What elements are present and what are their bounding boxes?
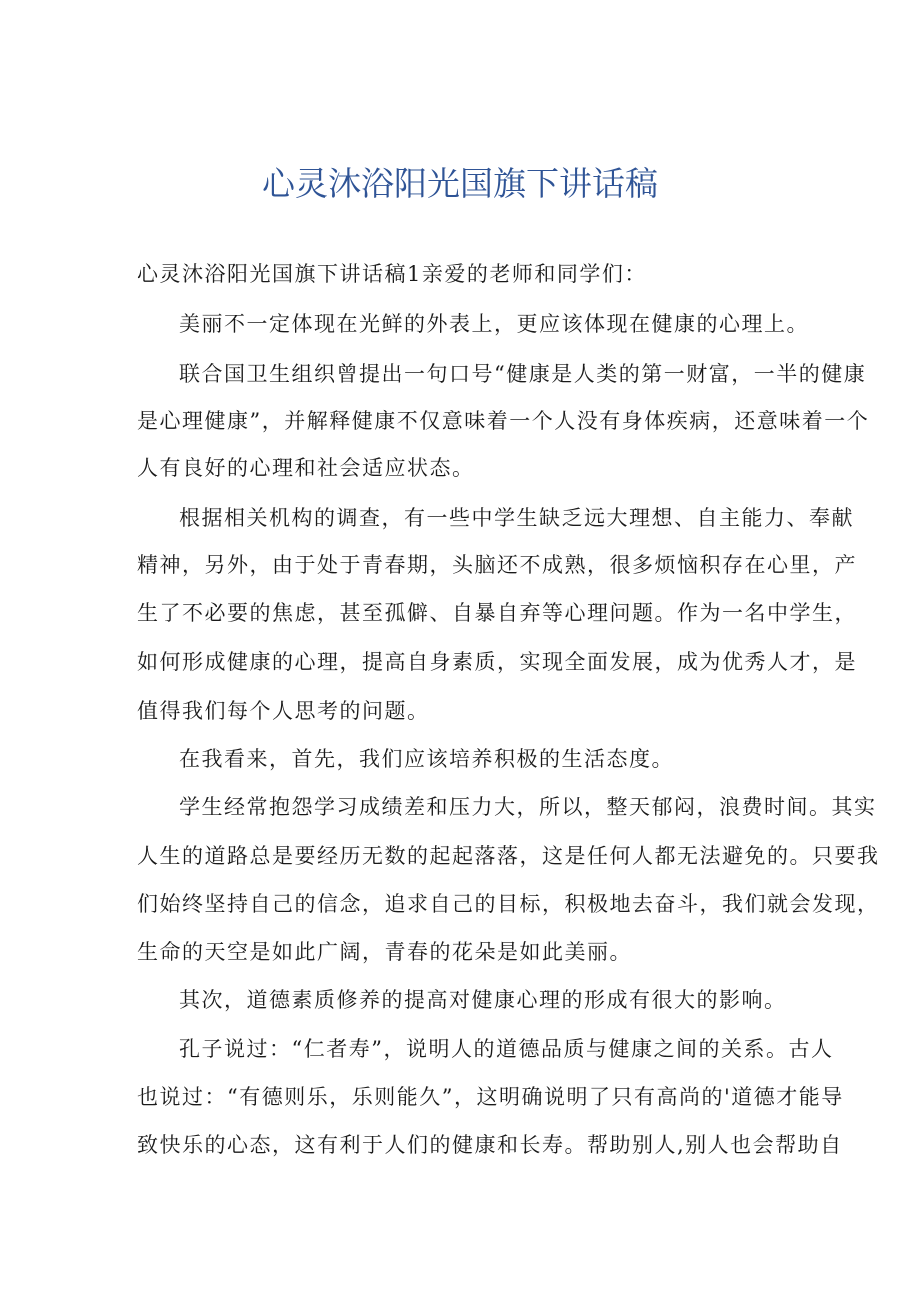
paragraph-line: 精神，另外，由于处于青春期，头脑还不成熟，很多烦恼积存在心里，产 [137, 553, 857, 577]
paragraph-line: 人生的道路总是要经历无数的起起落落，这是任何人都无法避免的。只要我 [137, 844, 880, 868]
paragraph-line: 美丽不一定体现在光鲜的外表上，更应该体现在健康的心理上。 [179, 312, 809, 336]
paragraph-line: 如何形成健康的心理，提高自身素质，实现全面发展，成为优秀人才，是 [137, 650, 857, 674]
paragraph-line: 也说过：“有德则乐，乐则能久”，这明确说明了只有高尚的'道德才能导 [137, 1085, 844, 1109]
paragraph-line: 生命的天空是如此广阔，青春的花朵是如此美丽。 [137, 940, 632, 964]
paragraph-line: 值得我们每个人思考的问题。 [137, 699, 430, 723]
paragraph-line: 孔子说过：“仁者寿”，说明人的道德品质与健康之间的关系。古人 [179, 1037, 834, 1061]
paragraph-line: 在我看来，首先，我们应该培养积极的生活态度。 [179, 747, 674, 771]
paragraph-line: 人有良好的心理和社会适应状态。 [137, 456, 475, 480]
paragraph-line: 学生经常抱怨学习成绩差和压力大，所以，整天郁闷，浪费时间。其实 [179, 795, 877, 819]
paragraph-line: 生了不必要的焦虑，甚至孤僻、自暴自弃等心理问题。作为一名中学生， [137, 601, 857, 625]
document-title: 心灵沐浴阳光国旗下讲话稿 [262, 164, 658, 203]
paragraph-line: 们始终坚持自己的信念，追求自己的目标，积极地去奋斗，我们就会发现， [137, 892, 880, 916]
paragraph-line: 根据相关机构的调查，有一些中学生缺乏远大理想、自主能力、奉献 [179, 506, 854, 530]
paragraph-line: 是心理健康”，并解释健康不仅意味着一个人没有身体疾病，还意味着一个 [137, 409, 870, 433]
paragraph-line: 致快乐的心态，这有利于人们的健康和长寿。帮助别人,别人也会帮助自 [137, 1133, 843, 1157]
paragraph-line: 心灵沐浴阳光国旗下讲话稿1亲爱的老师和同学们： [137, 262, 647, 286]
paragraph-line: 其次，道德素质修养的提高对健康心理的形成有很大的影响。 [179, 988, 787, 1012]
paragraph-line: 联合国卫生组织曾提出一句口号“健康是人类的第一财富，一半的健康 [179, 362, 867, 386]
